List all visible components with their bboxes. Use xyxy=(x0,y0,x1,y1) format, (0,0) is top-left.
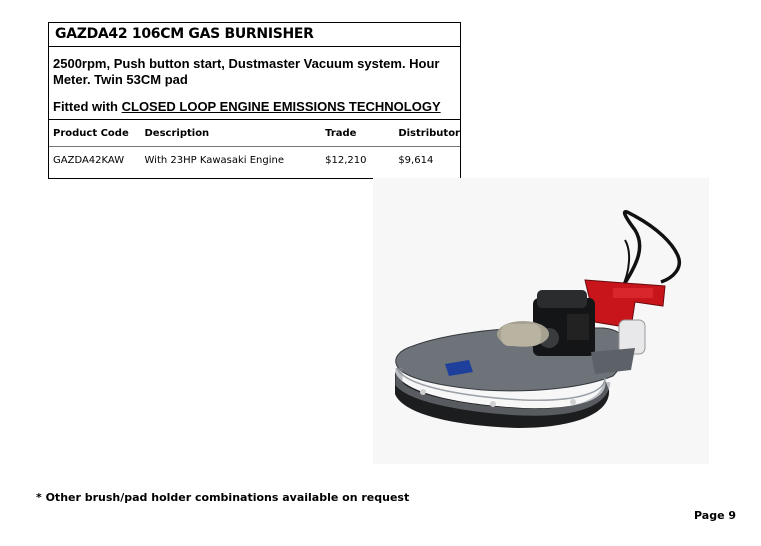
header-product-code: Product Code xyxy=(49,120,141,147)
cell-trade: $12,210 xyxy=(325,154,367,166)
header-distributor: Distributor xyxy=(394,120,460,147)
table-header-row xyxy=(49,120,460,147)
price-table xyxy=(49,119,460,173)
footnote: * Other brush/pad holder combinations available on request xyxy=(36,491,410,504)
emissions-technology-text: CLOSED LOOP ENGINE EMISSIONS TECHNOLOGY xyxy=(121,99,441,114)
product-photo xyxy=(373,178,709,464)
product-description: 2500rpm, Push button start, Dustmaster Vacuum system. Hour Meter. Twin 53CM pad xyxy=(53,56,440,87)
table-row xyxy=(49,147,460,174)
cell-description: With 23HP Kawasaki Engine xyxy=(144,154,285,166)
burnisher-illustration xyxy=(373,178,709,464)
cell-product-code: GAZDA42KAW xyxy=(53,154,125,166)
cell-distributor: $9,614 xyxy=(398,154,434,166)
fitted-prefix: Fitted with xyxy=(53,99,122,114)
header-trade: Trade xyxy=(321,120,394,147)
header-description: Description xyxy=(141,120,322,147)
product-title: GAZDA42 106CM GAS BURNISHER xyxy=(49,23,460,47)
fitted-line xyxy=(49,88,460,115)
page-number: Page 9 xyxy=(694,509,737,522)
product-spec-box xyxy=(48,22,461,179)
